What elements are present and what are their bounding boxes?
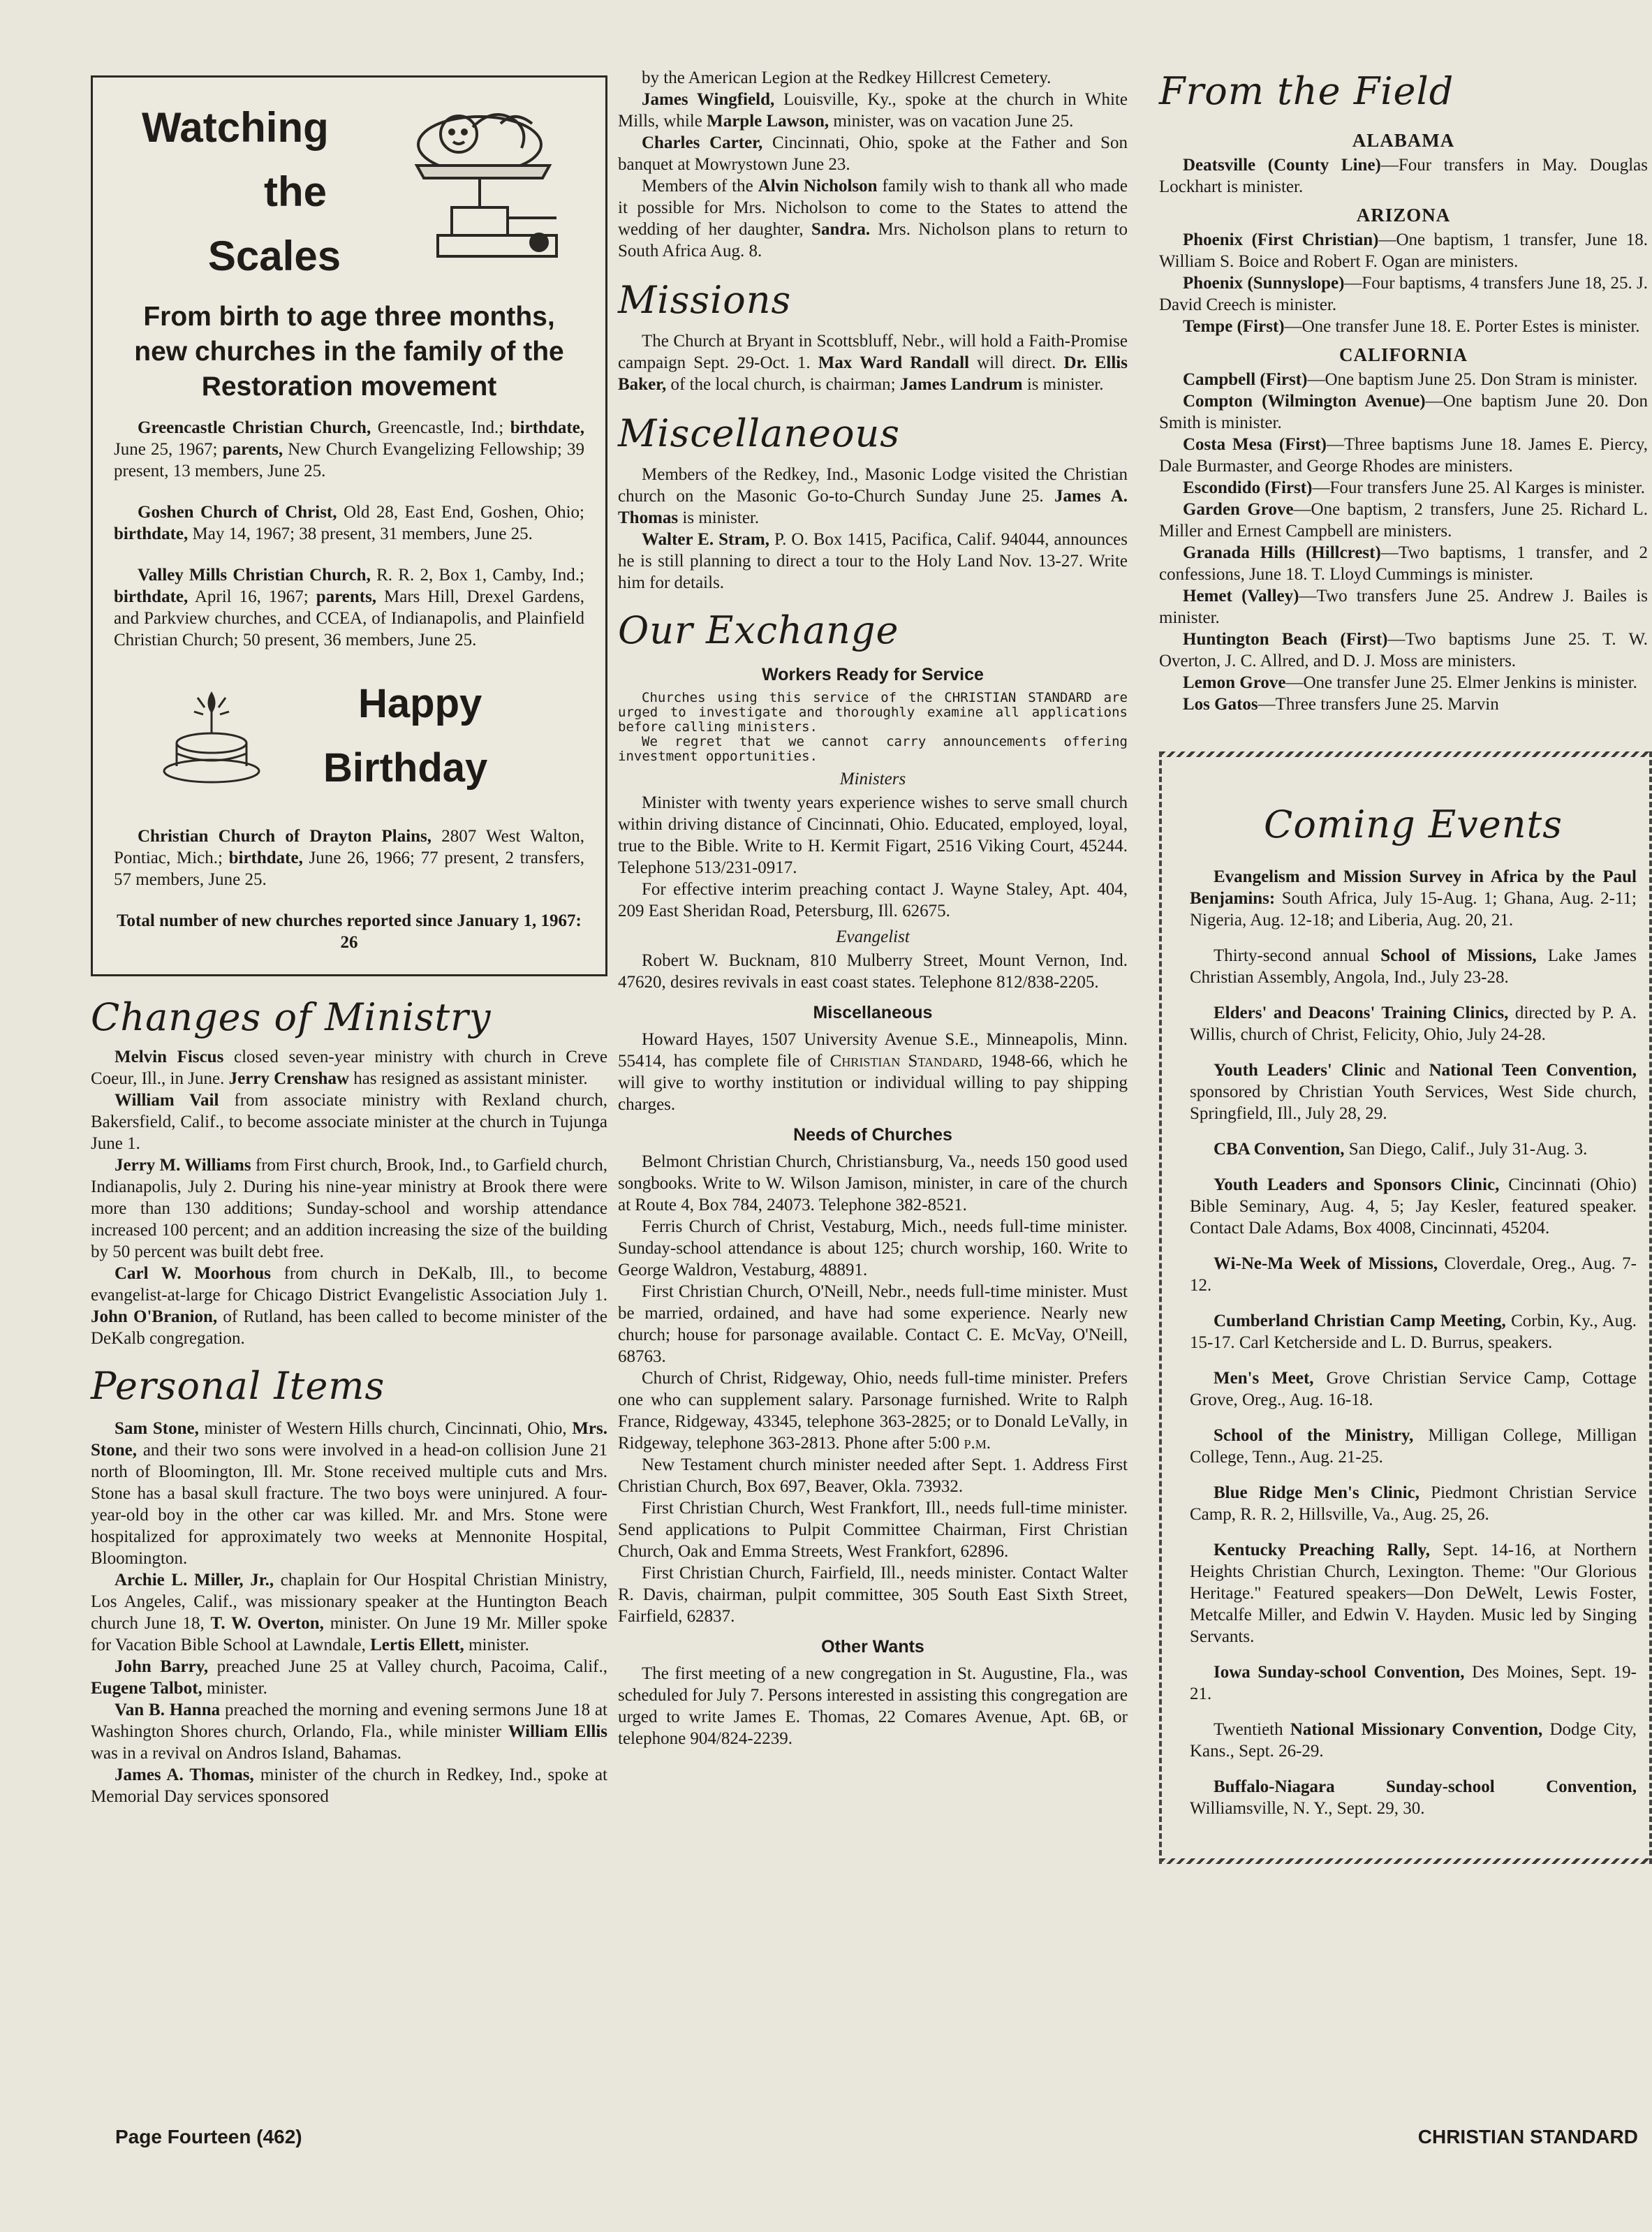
personal-item: James Wingfield, Louisville, Ky., spoke at the church in White Mills, while Marple Lawson, minister, was on vacation June 25. [618, 90, 1128, 131]
church-need-listing: New Testament church minister needed after Sept. 1. Address First Christian Church, Box 697, Beaver, Okla. 73932. [618, 1455, 1128, 1496]
field-report-item: Tempe (First)—One transfer June 18. E. Porter Estes is minister. [1183, 317, 1640, 336]
column-left [91, 61, 607, 1807]
field-report-item: Campbell (First)—One baptism June 25. Don Stram is minister. [1183, 370, 1638, 389]
our-exchange-heading: Our Exchange [618, 608, 899, 652]
exchange-notice: Churches using this service of the CHRISTIAN STANDARD are urged to investigate and thoroughly examine all applications before calling ministers. [618, 690, 1128, 735]
changes-of-ministry-section [91, 1046, 607, 1349]
birthday-entry: Christian Church of Drayton Plains, 2807 West Walton, Pontiac, Mich.; birthdate, June 26, 1966; 77 present, 2 transfers, 57 members, June 25. [114, 827, 584, 889]
event-item: Twentieth National Missionary Convention, Dodge City, Kans., Sept. 26-29. [1190, 1720, 1637, 1761]
field-report-item: Granada Hills (Hillcrest)—Two baptisms, 1 transfer, and 2 confessions, June 18. T. Lloyd Cummings is minister. [1159, 543, 1649, 584]
church-need-listing: Ferris Church of Christ, Vestaburg, Mich., needs full-time minister. Sunday-school attendance is about 125; church worship, 160. Write to George Waldron, Vestaburg, 48891. [618, 1217, 1128, 1279]
total-new-churches: Total number of new churches reported since January 1, 1967: 26 [117, 911, 582, 952]
publication-footer: CHRISTIAN STANDARD [1417, 2126, 1638, 2147]
miscellaneous-item: Walter E. Stram, P. O. Box 1415, Pacifica, Calif. 94044, announces he is still planning to direct a tour to the Holy Land Nov. 13-27. Write him for details. [618, 530, 1128, 592]
coming-events-heading: Coming Events [1264, 802, 1563, 846]
workers-ready-subhead: Workers Ready for Service [762, 665, 984, 684]
event-item: Buffalo-Niagara Sunday-school Convention, Williamsville, N. Y., Sept. 29, 30. [1190, 1777, 1637, 1818]
coming-events-box [1159, 751, 1652, 1864]
field-report-item: Los Gatos—Three transfers June 25. Marvin [1183, 695, 1499, 714]
ministry-change-item: Melvin Fiscus closed seven-year ministry with church in Creve Coeur, Ill., in June. Jerry Crenshaw has resigned as assistant minister. [91, 1048, 607, 1088]
new-church-entry: Valley Mills Christian Church, R. R. 2, Box 1, Camby, Ind.; birthdate, April 16, 1967; parents, Mars Hill, Drexel Gardens, and Parkview churches, and CCEA, of Indianapolis, and Plainfield Christian Church; 50 present, 36 members, June 25. [114, 566, 585, 649]
church-need-listing: Church of Christ, Ridgeway, Ohio, needs full-time minister. Prefers one who can supplement salary. Parsonage furnished. Write to Ralph France, Ridgeway, 43345, telephone 363-2825; or to Donald LeVally, in Ridgeway, telephone 363-2813. Phone after 5:00 p.m. [618, 1369, 1128, 1453]
personal-item: by the American Legion at the Redkey Hillcrest Cemetery. [642, 68, 1052, 87]
happy-birthday-header [114, 672, 584, 800]
field-report-item: Huntington Beach (First)—Two baptisms June 25. T. W. Overton, J. C. Allred, and D. J. Moss are ministers. [1159, 630, 1648, 670]
personal-items-continued [618, 67, 1128, 262]
miscellaneous-item: Members of the Redkey, Ind., Masonic Lodge visited the Christian church on the Masonic Go-to-Church Sunday June 25. James A. Thomas is minister. [618, 465, 1128, 527]
column-middle [618, 67, 1128, 1749]
field-report-item: Hemet (Valley)—Two transfers June 25. Andrew J. Bailes is minister. [1159, 587, 1648, 627]
scales-header [114, 96, 584, 288]
ministers-section [618, 792, 1128, 922]
personal-item: Archie L. Miller, Jr., chaplain for Our Hospital Christian Ministry, Los Angeles, Calif., was missionary speaker at the Huntington Beach church June 18, T. W. Overton, minister. On June 19 Mr. Miller spoke for Vacation Bible School at Lawndale, Lertis Ellett, minister. [91, 1571, 608, 1654]
minister-listing: Minister with twenty years experience wishes to serve small church within driving distance of Cincinnati, Ohio. Educated, employed, loyal, true to the Bible. Write to H. Kermit Figart, 2516 Viking Court, 45244. Telephone 513/231-0917. [618, 793, 1128, 877]
baby-on-scale-illustration [396, 96, 584, 277]
scales-heading-1: Watching [142, 104, 329, 151]
needs-of-churches-section [618, 1151, 1128, 1627]
church-need-listing: First Christian Church, West Frankfort, Ill., needs full-time minister. Send applications to Pulpit Committee Chairman, First Christian Church, Oak and Emma Streets, West Frankfort, 62896. [618, 1499, 1128, 1561]
evangelist-label: Evangelist [836, 927, 910, 946]
event-item: Kentucky Preaching Rally, Sept. 14-16, at Northern Heights Christian Church, Lexington. Theme: "Our Glorious Heritage." Featured speakers—Don DeWelt, Lewis Foster, Metcalfe Miller, and Edwin V. Hayden. Music led by Singing Servants. [1190, 1541, 1637, 1646]
exchange-notice: We regret that we cannot carry announcements offering investment opportunities. [618, 734, 1128, 764]
event-item: Evangelism and Mission Survey in Africa by the Paul Benjamins: South Africa, July 15-Aug. 1; Ghana, Aug. 2-11; Nigeria, Aug. 12-18; and Liberia, Aug. 20, 21. [1190, 867, 1637, 930]
event-item: Wi-Ne-Ma Week of Missions, Cloverdale, Oreg., Aug. 7-12. [1190, 1254, 1637, 1295]
miscellaneous-heading: Miscellaneous [618, 411, 900, 455]
missions-section [618, 330, 1128, 395]
personal-item: Sam Stone, minister of Western Hills church, Cincinnati, Ohio, Mrs. Stone, and their two sons were involved in a head-on collision June 21 north of Bloomington, Ill. Mr. Stone received multiple cuts and Mrs. Stone has a basal skull fracture. The two boys were uninjured. A four-year-old boy in the other car was killed. Mr. and Mrs. Stone were hospitalized for approximately two weeks at Mennonite Hospital, Bloomington. [91, 1419, 607, 1568]
personal-item: James A. Thomas, minister of the church in Redkey, Ind., spoke at Memorial Day services sponsored [91, 1765, 607, 1806]
field-report-item: Lemon Grove—One transfer June 25. Elmer Jenkins is minister. [1183, 673, 1637, 692]
scales-heading-3: Scales [207, 233, 341, 279]
birthday-cake-icon [156, 684, 267, 788]
field-report-item: Costa Mesa (First)—Three baptisms June 18. James E. Piercy, Dale Burmaster, and George Rhodes are ministers. [1159, 435, 1648, 476]
ministers-label: Ministers [839, 770, 906, 788]
event-item: Elders' and Deacons' Training Clinics, directed by P. A. Willis, church of Christ, Felicity, Ohio, July 24-28. [1190, 1004, 1637, 1044]
personal-item: Members of the Alvin Nicholson family wish to thank all who made it possible for Mrs. Nicholson to come to the States to attend the wedding of her daughter, Sandra. Mrs. Nicholson plans to return to South Africa Aug. 8. [618, 177, 1128, 260]
event-item: School of the Ministry, Milligan College, Milligan College, Tenn., Aug. 21-25. [1190, 1426, 1637, 1467]
from-the-field-section [1159, 130, 1648, 715]
state-heading: ARIZONA [1356, 205, 1451, 226]
personal-items-section [91, 1418, 607, 1807]
field-report-item: Escondido (First)—Four transfers June 25. Al Karges is minister. [1183, 478, 1646, 497]
church-need-listing: First Christian Church, O'Neill, Nebr., needs full-time minister. Must be married, ordained, and have had some experience. Nearly new church; house for parsonage available. Contact C. E. McVay, O'Neill, 68763. [618, 1282, 1128, 1366]
ministry-change-item: William Vail from associate ministry with Rexland church, Bakersfield, Calif., to become associate minister at the church in Tujunga June 1. [91, 1091, 607, 1153]
field-report-item: Compton (Wilmington Avenue)—One baptism June 20. Don Smith is minister. [1159, 392, 1648, 432]
missions-item: The Church at Bryant in Scottsbluff, Nebr., will hold a Faith-Promise campaign Sept. 29-Oct. 1. Max Ward Randall will direct. Dr. Ellis Baker, of the local church, is chairman; James Landrum is minister. [618, 332, 1128, 394]
scales-subheading: From birth to age three months, new churches in the family of the Restoration movement [134, 302, 564, 402]
column-right [1159, 67, 1648, 1864]
needs-of-churches-label: Needs of Churches [793, 1125, 952, 1145]
other-wants-section [618, 1663, 1128, 1749]
from-the-field-heading: From the Field [1159, 69, 1454, 113]
event-item: Blue Ridge Men's Clinic, Piedmont Christian Service Camp, R. R. 2, Hillsville, Va., Aug. 25, 26. [1190, 1483, 1637, 1524]
state-heading: CALIFORNIA [1338, 344, 1468, 365]
personal-item: Van B. Hanna preached the morning and evening sermons June 18 at Washington Shores church, Orlando, Fla., while minister William Ellis was in a revival on Andros Island, Bahamas. [91, 1701, 607, 1763]
field-report-item: Deatsville (County Line)—Four transfers in May. Douglas Lockhart is minister. [1159, 156, 1648, 196]
event-item: Men's Meet, Grove Christian Service Camp, Cottage Grove, Oreg., Aug. 16-18. [1190, 1369, 1637, 1409]
new-church-entry: Greencastle Christian Church, Greencastle, Ind.; birthdate, June 25, 1967; parents, New Church Evangelizing Fellowship; 39 present, 13 members, June 25. [114, 418, 584, 480]
other-wants-listing: The first meeting of a new congregation in St. Augustine, Fla., was scheduled for July 7. Persons interested in assisting this congregation are urged to write James E. Thomas, 22 Comares Avenue, Apt. 6B, or telephone 904/824-2239. [618, 1664, 1128, 1748]
missions-heading: Missions [618, 278, 792, 322]
field-report-item: Phoenix (First Christian)—One baptism, 1 transfer, June 18. William S. Boice and Robert F. Ogan are ministers. [1159, 230, 1648, 271]
event-item: CBA Convention, San Diego, Calif., July 31-Aug. 3. [1214, 1140, 1588, 1159]
field-report-item: Phoenix (Sunnyslope)—Four baptisms, 4 transfers June 18, 25. J. David Creech is minister. [1159, 274, 1649, 314]
church-need-listing: First Christian Church, Fairfield, Ill., needs minister. Contact Walter R. Davis, chairman, pulpit committee, 305 South East Sixth Street, Fairfield, 62837. [618, 1564, 1128, 1626]
miscellaneous-section [618, 464, 1128, 594]
event-item: Cumberland Christian Camp Meeting, Corbin, Ky., Aug. 15-17. Carl Ketcherside and L. D. Burrus, speakers. [1190, 1312, 1637, 1352]
other-wants-label: Other Wants [821, 1637, 924, 1657]
ministry-change-item: Carl W. Moorhous from church in DeKalb, Ill., to become evangelist-at-large for Chicago District Evangelistic Association July 1. John O'Branion, of Rutland, has been called to become minister of the DeKalb congregation. [91, 1264, 607, 1348]
minister-listing: For effective interim preaching contact J. Wayne Staley, Apt. 404, 209 East Sheridan Road, Petersburg, Ill. 62675. [618, 880, 1128, 920]
exchange-misc-label: Miscellaneous [813, 1003, 933, 1022]
exchange-misc-listing: Howard Hayes, 1507 University Avenue S.E., Minneapolis, Minn. 55414, has complete file of Christian Standard, 1948-66, which he will give to worthy institution or individual willing to pay shipping charges. [618, 1030, 1128, 1114]
happy-heading: Happy [358, 681, 482, 726]
event-item: Youth Leaders' Clinic and National Teen Convention, sponsored by Christian Youth Services, West Side church, Springfield, Ill., July 28, 29. [1190, 1061, 1637, 1123]
coming-events-list [1190, 866, 1637, 1819]
ministry-change-item: Jerry M. Williams from First church, Brook, Ind., to Garfield church, Indianapolis, July 2. During his nine-year ministry at Brook there were more than 130 additions; Sunday-school and worship attendance increased 100 percent; and an addition increasing the size of the building by 50 percent was built debt free. [91, 1156, 607, 1261]
exchange-misc-section [618, 1029, 1128, 1115]
evangelist-listing: Robert W. Bucknam, 810 Mulberry Street, Mount Vernon, Ind. 47620, desires revivals in east coast states. Telephone 812/838-2205. [618, 951, 1128, 992]
event-item: Iowa Sunday-school Convention, Des Moines, Sept. 19-21. [1190, 1663, 1637, 1703]
event-item: Youth Leaders and Sponsors Clinic, Cincinnati (Ohio) Bible Seminary, Aug. 4, 5; Jay Kesler, featured speaker. Contact Dale Adams, Box 4008, Cincinnati, 45204. [1190, 1175, 1637, 1238]
scales-heading-2: the [264, 168, 327, 215]
state-heading: ALABAMA [1352, 130, 1455, 151]
field-report-item: Garden Grove—One baptism, 2 transfers, June 25. Richard L. Miller and Ernest Campbell are ministers. [1159, 500, 1648, 541]
page-number-footer: Page Fourteen (462) [115, 2126, 302, 2147]
birthday-heading: Birthday [323, 745, 488, 791]
evangelist-section [618, 950, 1128, 993]
personal-items-heading: Personal Items [91, 1364, 385, 1408]
personal-item: Charles Carter, Cincinnati, Ohio, spoke at the Father and Son banquet at Mowrystown June 23. [618, 133, 1128, 174]
personal-item: John Barry, preached June 25 at Valley church, Pacoima, Calif., Eugene Talbot, minister. [91, 1657, 607, 1698]
watching-the-scales-box [91, 75, 607, 976]
new-church-entry: Goshen Church of Christ, Old 28, East End, Goshen, Ohio; birthdate, May 14, 1967; 38 present, 31 members, June 25. [114, 503, 584, 543]
changes-of-ministry-heading: Changes of Ministry [91, 995, 492, 1039]
church-need-listing: Belmont Christian Church, Christiansburg, Va., needs 150 good used songbooks. Write to W. Wilson Jamison, minister, in care of the church at Route 4, Box 784, 24073. Telephone 382-8521. [618, 1152, 1128, 1214]
event-item: Thirty-second annual School of Missions, Lake James Christian Assembly, Angola, Ind., July 23-28. [1190, 946, 1637, 987]
